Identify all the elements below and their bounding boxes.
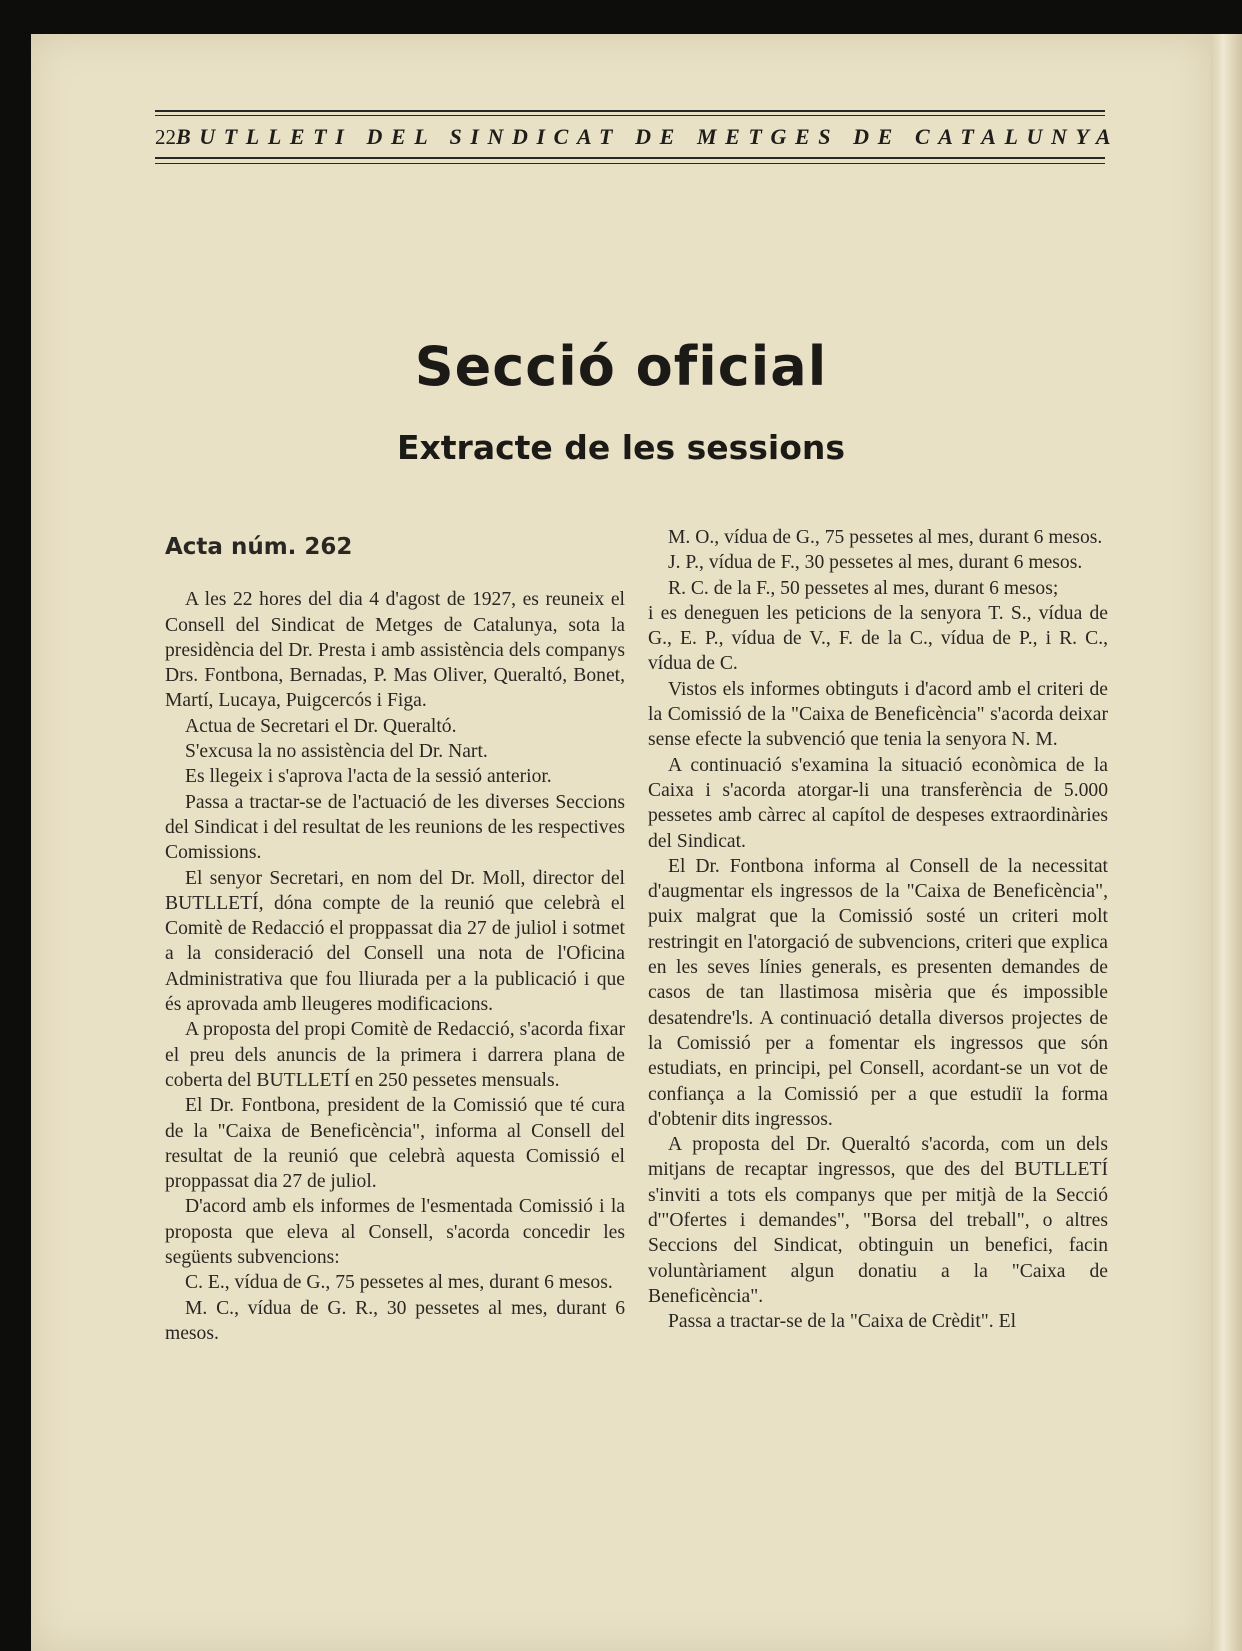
running-header [155, 110, 1120, 165]
page-number: 22 [155, 124, 176, 149]
header-rule [155, 115, 1105, 116]
paragraph: A proposta del propi Comitè de Redacció, s'acorda fixar el preu dels anuncis de la primera i darrera plana de coberta del BUTLLETÍ en 250 pessetes mensuals. [165, 1019, 625, 1091]
minutes-heading: Acta núm. 262 [165, 534, 353, 560]
subsidy-item: R. C. de la F., 50 pessetes al mes, durant 6 mesos; [668, 577, 1059, 599]
facing-page-edge [1211, 34, 1242, 1651]
right-column [648, 525, 1108, 1335]
paragraph: Actua de Secretari el Dr. Queraltó. [185, 715, 457, 737]
paragraph: Passa a tractar-se de la "Caixa de Crèdit". El [668, 1311, 1017, 1333]
left-column [165, 525, 625, 1346]
subsidy-item: C. E., vídua de G., 75 pessetes al mes, durant 6 mesos. [185, 1272, 613, 1294]
paragraph: D'acord amb els informes de l'esmentada Comissió i la proposta que eleva al Consell, s'acorda concedir les següents subvencions: [165, 1196, 625, 1269]
header-row [155, 122, 1120, 152]
subsidy-item: J. P., vídua de F., 30 pessetes al mes, durant 6 mesos. [668, 552, 1083, 574]
paragraph: Vistos els informes obtinguts i d'acord amb el criteri de la Comissió de la "Caixa de Beneficència" s'acorda deixar sense efecte la subvenció que tenia la senyora N. M. [648, 678, 1108, 751]
paragraph: El Dr. Fontbona, president de la Comissió que té cura de la "Caixa de Beneficència", informa al Consell del resultat de la reunió que celebrà aquesta Comissió el proppassat dia 27 de juliol. [165, 1095, 625, 1193]
header-rule [155, 163, 1105, 164]
paragraph: Passa a tractar-se de l'actuació de les diverses Seccions del Sindicat i del resultat de les reunions de les respectives Comissions. [165, 791, 625, 864]
subsidy-item: M. O., vídua de G., 75 pessetes al mes, durant 6 mesos. [668, 527, 1103, 548]
paragraph: A les 22 hores del dia 4 d'agost de 1927, es reuneix el Consell del Sindicat de Metges de Catalunya, sota la presidència del Dr. Presta i amb assistència dels companys Drs. Fontbona, Bernadas, P. Mas Oliver, Queraltó, Bonet, Martí, Lucaya, Puigcercós i Figa. [165, 589, 625, 712]
paragraph: S'excusa la no assistència del Dr. Nart. [185, 741, 488, 763]
section-title: Secció oficial [414, 335, 828, 398]
subsidy-item: M. C., vídua de G. R., 30 pessetes al mes, durant 6 mesos. [165, 1297, 625, 1344]
section-subtitle: Extracte de les sessions [396, 428, 846, 467]
paragraph: A proposta del Dr. Queraltó s'acorda, com un dels mitjans de recaptar ingressos, que des del BUTLLETÍ s'inviti a tots els companys que per mitjà de la Secció d'"Ofertes i demandes", "Borsa del treball", o altres Seccions del Sindicat, obtinguin un benefici, facin voluntàriament algun donatiu a la "Caixa de Beneficència". [648, 1134, 1108, 1307]
paragraph: El Dr. Fontbona informa al Consell de la necessitat d'augmentar els ingressos de la "Caixa de Beneficència", puix malgrat que la Comissió sosté un criteri molt restringit en l'atorgació de subvencions, criteri que explica en les seves línies generals, es presenten demandes de casos de tan llastimosa misèria que és impossible desatendre'ls. A continuació detalla diversos projectes de la Comissió per a fomentar els ingressos que són estudiats, en principi, pel Consell, acordant-se un vot de confiança a la Comissió per a que estudiï la forma d'obtenir dits ingressos. [648, 855, 1108, 1130]
journal-title: BUTLLETI DEL SINDICAT DE METGES DE CATALUNYA [176, 124, 1120, 149]
paragraph: El senyor Secretari, en nom del Dr. Moll, director del BUTLLETÍ, dóna compte de la reunió que celebrà el Comitè de Redacció el proppassat dia 27 de juliol i sotmet a la consideració del Consell una nota de l'Oficina Administrativa que fou lliurada per a la publicació i que és aprovada amb lleugeres modificacions. [165, 867, 625, 1016]
header-rule [155, 110, 1105, 112]
paragraph: Es llegeix i s'aprova l'acta de la sessió anterior. [185, 766, 552, 788]
paragraph: A continuació s'examina la situació econòmica de la Caixa i s'acorda atorgar-li una transferència de 5.000 pessetes amb càrrec al capítol de despeses extraordinàries del Sindicat. [648, 754, 1108, 852]
header-rule [155, 157, 1105, 159]
paragraph: i es deneguen les peticions de la senyora T. S., vídua de G., E. P., vídua de V., F. de la C., vídua de P., i R. C., vídua de C. [648, 602, 1108, 675]
